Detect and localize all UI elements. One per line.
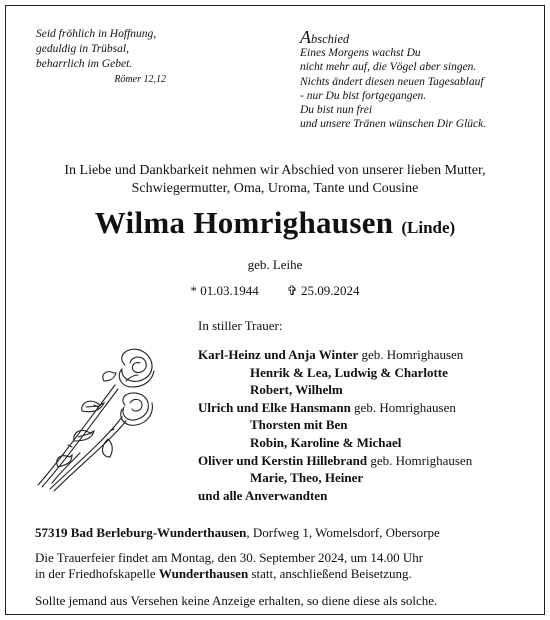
verse-reference: Römer 12,12 — [114, 74, 166, 85]
address — [35, 525, 440, 541]
death-date: 25.09.2024 — [300, 283, 360, 298]
deceased-full-name: Wilma Homrighausen — [94, 205, 394, 240]
life-dates — [0, 283, 550, 299]
bible-verse — [36, 27, 166, 87]
mourner-names: Marie, Theo, Heiner — [250, 470, 364, 486]
mourner-entry — [198, 381, 472, 399]
mourner-names: Robin, Karoline & Michael — [250, 434, 402, 450]
deceased-name — [0, 205, 550, 241]
poem-line: nicht mehr auf, die Vögel aber singen. — [300, 61, 477, 74]
poem-line: und unsere Tränen wünschen Dir Glück. — [300, 118, 487, 131]
verse-line: geduldig in Trübsal, — [36, 43, 129, 55]
mourner-entry — [198, 487, 472, 505]
birth-name: geb. Leihe — [247, 257, 303, 272]
mourner-names: Thorsten mit Ben — [250, 417, 348, 433]
funeral-line: Die Trauerfeier findet am Montag, den 30. September 2024, um 14.00 Uhr — [35, 550, 424, 565]
poem-title-initial: A — [300, 27, 311, 47]
funeral-info — [35, 550, 423, 582]
funeral-place: Wunderthausen — [158, 566, 249, 581]
mourner-entry — [198, 452, 472, 470]
verse-line: Seid fröhlich in Hoffnung, — [36, 28, 157, 40]
poem-line: Du bist nun frei — [300, 104, 373, 117]
verse-line: beharrlich im Gebet. — [36, 58, 133, 70]
mourner-entry — [198, 469, 472, 487]
mourner-note: geb. Homrighausen — [350, 399, 456, 415]
mourner-names: Robert, Wilhelm — [250, 382, 343, 398]
mourners-heading: In stiller Trauer: — [198, 318, 283, 333]
deceased-alias: (Linde) — [401, 218, 456, 237]
mourner-entry — [198, 434, 472, 452]
mourner-names: und alle Anverwandten — [198, 487, 328, 503]
poem-line: Nichts ändert diesen neuen Tagesablauf — [300, 75, 484, 88]
intro-text — [0, 162, 550, 198]
mourner-names: Henrik & Lea, Ludwig & Charlotte — [250, 364, 448, 380]
funeral-pre: in der Friedhofskapelle — [35, 566, 159, 581]
rose-illustration — [30, 345, 170, 495]
birth-date: * 01.03.1944 — [190, 283, 259, 298]
mourner-entry — [198, 416, 472, 434]
mourner-names: Oliver und Kerstin Hillebrand — [198, 452, 368, 468]
intro-line: Schwiegermutter, Oma, Uroma, Tante und Cousine — [131, 181, 419, 196]
poem-line: Eines Morgens wachst Du — [300, 47, 421, 60]
poem-title-rest: bschied — [311, 32, 350, 46]
poem — [300, 27, 487, 131]
closing-note: Sollte jemand aus Versehen keine Anzeige erhalten, so diene diese als solche. — [35, 593, 438, 608]
mourner-entry — [198, 399, 472, 417]
poem-line: - nur Du bist fortgegangen. — [300, 89, 427, 102]
cross-icon: ✞ — [286, 283, 298, 298]
mourner-names: Karl-Heinz und Anja Winter — [198, 347, 359, 362]
address-town: 57319 Bad Berleburg-Wunderthausen — [35, 525, 247, 540]
mourner-note: geb. Homrighausen — [367, 452, 473, 468]
poem-title — [300, 27, 486, 47]
intro-line: In Liebe und Dankbarkeit nehmen wir Abschied von unserer lieben Mutter, — [64, 163, 486, 178]
address-rest: , Dorfweg 1, Womelsdorf, Obersorpe — [246, 525, 440, 540]
funeral-post: statt, anschließend Beisetzung. — [248, 566, 412, 581]
mourner-names: Ulrich und Elke Hansmann — [198, 399, 351, 415]
mourner-entry — [198, 346, 472, 364]
mourners-list — [198, 346, 472, 504]
mourner-note: geb. Homrighausen — [358, 347, 464, 362]
funeral-line — [35, 566, 423, 582]
mourner-entry — [198, 364, 472, 382]
